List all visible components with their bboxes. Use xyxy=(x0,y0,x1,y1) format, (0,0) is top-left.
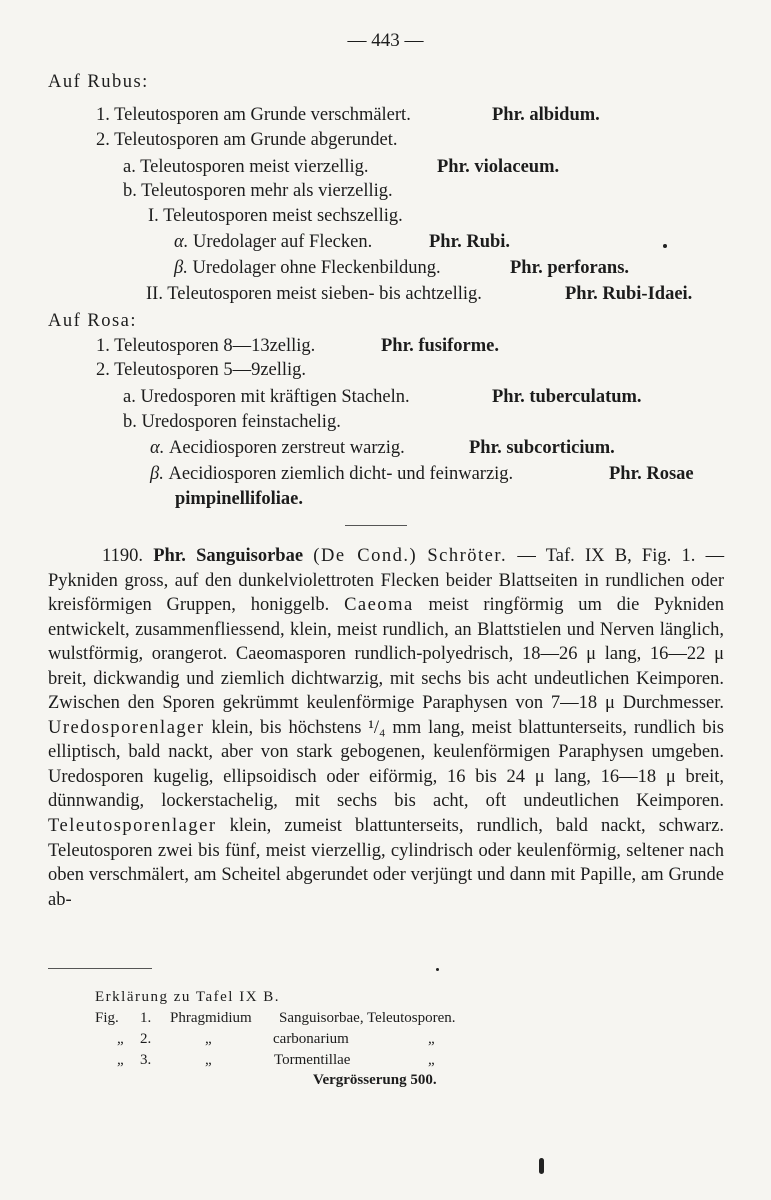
entry-text-1: — Pykniden gross, auf den dunkelviolettroten Flecken beider Blattseiten in rundlichen oder kreisförmigen Gruppen, honiggelb. xyxy=(48,546,725,616)
ink-speck xyxy=(539,1158,544,1174)
footnote-row2-num: 2. xyxy=(140,1031,152,1047)
page-number: — 443 — xyxy=(347,30,424,51)
key-rubus-beta xyxy=(174,256,441,280)
species-rubi: Phr. Rubi. xyxy=(429,232,511,252)
footnote-ditto: „ xyxy=(117,1031,124,1047)
key-text: 1. Teleutosporen am Grunde verschmälert. xyxy=(96,105,411,125)
heading-rosa: Auf Rosa: xyxy=(48,311,138,331)
species-tuberculatum: Phr. tuberculatum. xyxy=(492,387,642,407)
key-rosa-a: a. Uredosporen mit kräftigen Stacheln. xyxy=(123,387,410,407)
footnote-ditto: „ xyxy=(205,1031,212,1047)
footnote-heading: Erklärung zu Tafel IX B. xyxy=(95,989,281,1005)
greek-alpha: α. xyxy=(174,232,189,252)
key-rubus-2: 2. Teleutosporen am Grunde abgerundet. xyxy=(96,130,398,150)
species-perforans: Phr. perforans. xyxy=(510,258,630,278)
species-entry-1190 xyxy=(48,544,724,912)
term-teleutosporenlager: Teleutosporenlager xyxy=(48,816,217,837)
footnote-rule xyxy=(48,968,152,969)
greek-alpha: α. xyxy=(150,438,165,458)
key-text: Aecidiosporen ziemlich dicht- und feinwarzig. xyxy=(168,464,514,484)
heading-rubus: Auf Rubus: xyxy=(48,72,149,92)
footnote-row1-genus: Phragmidium xyxy=(170,1010,252,1026)
footnote-row3-species: Tormentillae xyxy=(274,1052,351,1068)
key-text: Uredolager ohne Fleckenbildung. xyxy=(192,258,441,278)
key-rosa-b: b. Uredosporen feinstachelig. xyxy=(123,412,341,432)
footnote-row1-species: Sanguisorbae, Teleutosporen. xyxy=(279,1010,456,1026)
entry-name: Phr. Sanguisorbae xyxy=(153,546,304,566)
key-rubus-II: II. Teleutosporen meist sieben- bis achtzellig. xyxy=(146,284,482,304)
entry-text-4: klein, zumeist blattunterseits, rundlich, bald nackt, schwarz. Teleutosporen zwei bis fünf, meist vierzellig, cylindrisch oder keulenförmig, seltener nach oben verschmälert, am Scheitel abgerundet oder verjüngt und dann mit Papille, am Grunde ab- xyxy=(48,816,724,910)
ink-speck xyxy=(663,244,667,248)
key-rosa-2: 2. Teleutosporen 5—9zellig. xyxy=(96,360,307,380)
ink-speck xyxy=(436,968,439,971)
key-rosa-beta xyxy=(150,462,513,486)
species-fusiforme: Phr. fusiforme. xyxy=(381,336,500,356)
key-rosa-alpha xyxy=(150,436,405,460)
species-rubi-idaei: Phr. Rubi-Idaei. xyxy=(565,284,693,304)
footnote-ditto: „ xyxy=(205,1052,212,1068)
footnote-magnification: Vergrösserung 500. xyxy=(313,1072,437,1088)
key-text: Uredolager auf Flecken. xyxy=(192,232,373,252)
key-rubus-1 xyxy=(96,103,411,127)
term-uredosporenlager: Uredosporenlager xyxy=(48,717,205,738)
species-pimpinellifoliae: pimpinellifoliae. xyxy=(175,489,303,509)
species-subcorticium: Phr. subcorticium. xyxy=(469,438,615,458)
entry-plate-ref: — Taf. IX B, Fig. 1. xyxy=(517,546,696,566)
entry-text-2: meist ringförmig um die Pykniden entwickelt, zusammenfliessend, klein, meist rundlich, an Blattstielen und Nerven länglich, wulstförmig, orangerot. Caeomasporen rundlich-polyedrisch, 18—26 μ lang, 16—22 μ breit, dickwandig und ziemlich dichtwarzig, mit sechs bis acht undeutlichen Keimporen. Zwischen den Sporen gekrümmt keulenförmige Paraphysen von 7—18 μ Durchmesser. xyxy=(48,595,724,714)
entry-author-a: (De Cond.) xyxy=(313,546,418,566)
footnote-ditto: „ xyxy=(428,1052,435,1068)
key-rubus-I: I. Teleutosporen meist sechszellig. xyxy=(148,206,403,226)
key-text: Aecidiosporen zerstreut warzig. xyxy=(168,438,405,458)
footnote-row2-species: carbonarium xyxy=(273,1031,349,1047)
footnote-ditto: „ xyxy=(428,1031,435,1047)
footnote-row3-num: 3. xyxy=(140,1052,152,1068)
greek-beta: β. xyxy=(150,464,164,484)
key-rosa-1: 1. Teleutosporen 8—13zellig. xyxy=(96,336,316,356)
footnote-ditto: „ xyxy=(117,1052,124,1068)
footnote-row1-num: 1. xyxy=(140,1010,152,1026)
species-violaceum: Phr. violaceum. xyxy=(437,157,560,177)
footnote-fig-label: Fig. xyxy=(95,1010,119,1026)
section-divider xyxy=(345,525,407,526)
species-rosae: Phr. Rosae xyxy=(609,464,694,484)
term-caeoma: Caeoma xyxy=(344,595,414,616)
entry-text-3: klein, bis höchstens ¹/₄ mm lang, meist blattunterseits, rundlich bis elliptisch, bald nackt, aber von stark gebogenen, keulenförmigen Paraphysen umgeben. Uredosporen kugelig, ellipsoidisch oder eiförmig, 16 bis 24 μ lang, 16—18 μ breit, dünnwandig, lockerstachelig, mit sechs bis acht, oft undeutlichen Keimporen. xyxy=(48,717,724,812)
species-albidum: Phr. albidum. xyxy=(492,105,600,125)
key-rubus-a: a. Teleutosporen meist vierzellig. xyxy=(123,157,369,177)
greek-beta: β. xyxy=(174,258,188,278)
entry-number: 1190. xyxy=(102,546,143,566)
key-rubus-b: b. Teleutosporen mehr als vierzellig. xyxy=(123,181,393,201)
key-rubus-alpha xyxy=(174,230,372,254)
entry-author-b: Schröter. xyxy=(427,546,508,566)
